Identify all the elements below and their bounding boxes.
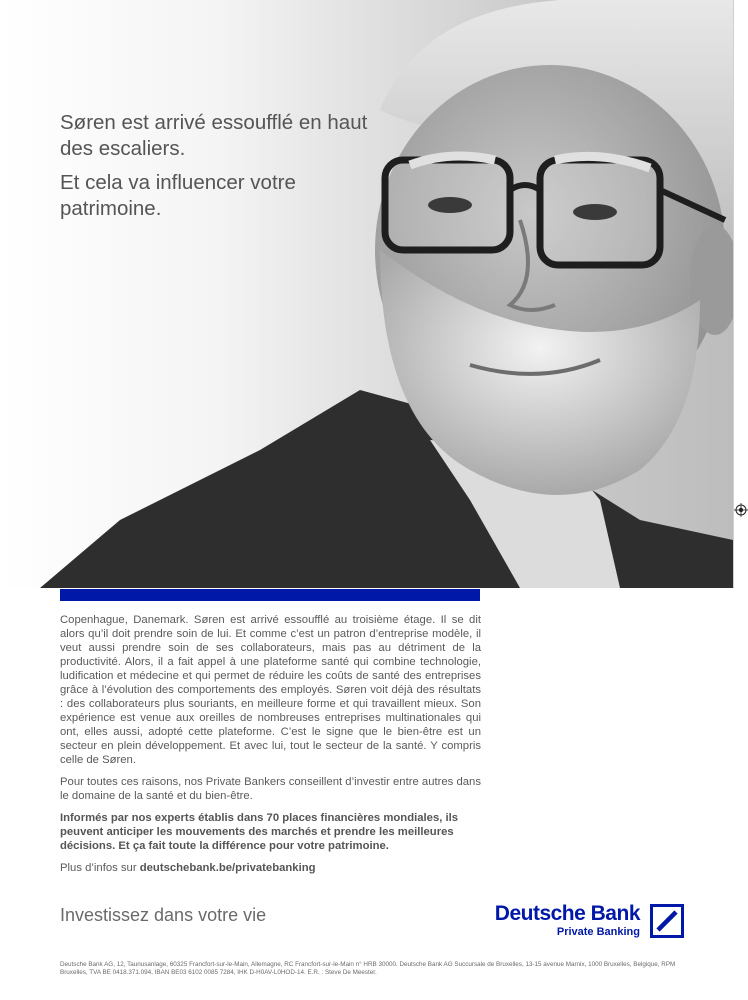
body-paragraph-2: Pour toutes ces raisons, nos Private Bankers conseillent d’investir entre autres dans le domaine de la santé et du bien-être.	[60, 776, 481, 802]
website-link[interactable]: deutschebank.be/privatebanking	[139, 862, 316, 874]
tagline: Investissez dans votre vie	[60, 905, 267, 925]
deutsche-bank-logo-icon	[650, 904, 684, 938]
registration-mark-icon	[734, 503, 748, 517]
brand-block	[479, 902, 684, 942]
accent-bar	[60, 589, 480, 601]
trim-line	[733, 0, 734, 588]
headline	[60, 110, 380, 230]
more-info	[60, 861, 481, 875]
headline-line-2: Et cela va influencer votre patrimoine.	[60, 171, 296, 220]
brand-subtitle: Private Banking	[556, 926, 640, 938]
brand-name: Deutsche Bank	[494, 902, 640, 925]
legal-notice: Deutsche Bank AG, 12, Taunusanlage, 60325 Francfort-sur-le-Main, Allemagne, RC Francfort-sur-le-Main n° HRB 30000. Deutsche Bank AG Succursale de Bruxelles, 13-15 avenue Marnix, 1000 Bruxelles, Belgique, RPM Bruxelles, TVA BE 0418.371.094, IBAN BE03 6102 0085 7284, IHK D-H0AV-L0HOD-14. E.R. : Steve De Meester.	[60, 961, 676, 976]
body-paragraph-3: Informés par nos experts établis dans 70 places financières mondiales, ils peuvent anticiper les mouvements des marchés et prendre les meilleures décisions. Et ça fait toute la différence pour votre patrimoine.	[60, 812, 459, 852]
headline-line-1: Søren est arrivé essoufflé en haut des escaliers.	[60, 111, 368, 160]
body-copy	[60, 613, 481, 883]
more-info-prefix: Plus d’infos sur	[60, 862, 140, 874]
body-paragraph-1: Copenhague, Danemark. Søren est arrivé essoufflé au troisième étage. Il se dit alors qu’il doit prendre soin de lui. Et comme c’est un patron d’entreprise modèle, il veut aussi prendre soin de ses collaborateurs, mais pas au détriment de la productivité. Alors, il a fait appel à une plateforme santé qui combine technologie, ludification et médecine et qui permet de réduire les coûts de santé des entreprises grâce à l’évolution des comportements des employés. Søren voit déjà des résultats : des collaborateurs plus souriants, en meilleure forme et qui travaillent mieux. Son expérience est venue aux oreilles de nombreuses entreprises multinationales qui ont, elles aussi, adopté cette plateforme. C’est le signe que le bien-être est un secteur en plein développement. Et avec lui, tout le secteur de la santé. Y compris celle de Søren.	[60, 614, 481, 766]
